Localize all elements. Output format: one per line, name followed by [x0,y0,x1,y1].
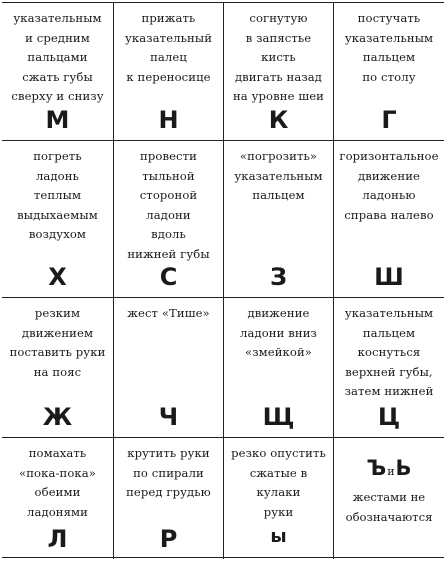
gesture-letter: Г [381,106,397,134]
gesture-letter: Ч [158,403,179,431]
gesture-cell-shch [224,298,334,438]
gesture-description: резким движением поставить руки на пояс [9,306,106,379]
gesture-letter: З [269,263,288,291]
gesture-description: указательным пальцем коснуться верхней губы, затем нижней [344,306,434,398]
gesture-letter: К [268,106,289,134]
gesture-letter: С [159,263,178,291]
signs-conjunction: и [387,465,395,478]
gesture-cell-ts [334,298,444,438]
hard-soft-signs [366,456,411,484]
gesture-description: прижать указательный палец к переносице [124,11,213,84]
gesture-description: провести тыльной стороной ладони вдоль нижней губы [127,149,210,261]
gesture-description: горизонтальное движение ладонью справа налево [339,149,439,222]
gesture-description: согнутую в запястье кисть двигать назад на уровне шеи [232,11,324,103]
gesture-table [2,2,444,558]
gesture-letter: Р [159,525,178,553]
gesture-cell-k [224,3,334,141]
gesture-letter: ы [270,526,287,547]
gesture-cell-ch [114,298,224,438]
gesture-description: постучать указательным пальцем по столу [344,11,434,84]
gesture-letter: Н [158,106,179,134]
gesture-cell-y [224,438,334,559]
gesture-description: «погрозить» указательным пальцем [234,149,323,202]
gesture-cell-z [224,141,334,298]
gesture-cell-kh [2,141,114,298]
hard-sign: Ъ [366,456,387,480]
signs-description: жестами не обозначаются [345,490,433,524]
gesture-description: резко опустить сжатые в кулаки руки [231,446,326,519]
gesture-description: жест «Тише» [127,306,210,320]
soft-sign: Ь [395,456,412,480]
gesture-cell-sh [334,141,444,298]
gesture-letter: Х [48,263,67,291]
gesture-cell-g [334,3,444,141]
gesture-letter: Щ [262,403,295,431]
gesture-description: крутить руки по спирали перед грудью [126,446,211,499]
gesture-cell-s [114,141,224,298]
gesture-cell-signs [334,438,444,559]
gesture-letter: М [45,106,70,134]
gesture-cell-l [2,438,114,559]
gesture-description: указательным и средним пальцами сжать губы сверху и снизу [11,11,104,103]
gesture-letter: Ж [42,403,73,431]
gesture-letter: Ц [377,403,401,431]
gesture-cell-n [114,3,224,141]
gesture-description: погреть ладонь теплым выдыхаемым воздухом [17,149,98,241]
gesture-description: помахать «пока-пока» обеими ладонями [19,446,96,519]
gesture-cell-zh [2,298,114,438]
gesture-letter: Л [47,525,68,553]
gesture-cell-m [2,3,114,141]
gesture-letter: Ш [374,263,404,291]
gesture-cell-r [114,438,224,559]
gesture-description: движение ладони вниз «змейкой» [240,306,317,359]
